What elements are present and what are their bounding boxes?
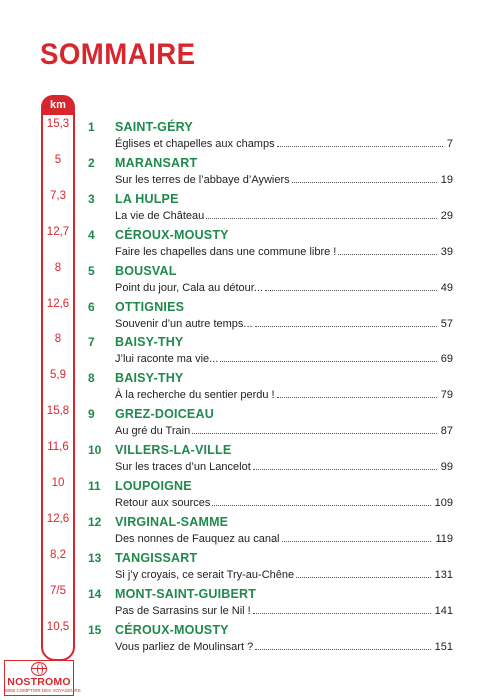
entry-subtitle-line [115, 569, 453, 581]
entry-number: 4 [88, 227, 95, 242]
entry-title: MARANSART [115, 155, 198, 170]
dot-leader [253, 612, 431, 614]
km-value: 8 [54, 261, 62, 274]
entry-subtitle: Si j’y croyais, ce serait Try-au-Chêne [115, 568, 295, 581]
page-number: 69 [440, 353, 453, 366]
km-value: 12,6 [46, 512, 70, 525]
entry-title: CÉROUX-MOUSTY [115, 622, 229, 637]
dot-leader [220, 360, 436, 362]
km-value: 7,3 [50, 189, 66, 202]
km-column [41, 95, 75, 661]
entry-number: 2 [88, 155, 95, 170]
toc-entry[interactable] [88, 156, 453, 190]
entry-subtitle-line [115, 318, 453, 330]
logo-tagline: WEB COMPTOIR DES VOYAGEURS [5, 688, 81, 693]
dot-leader [265, 289, 437, 291]
entry-subtitle-line [115, 641, 453, 653]
dot-leader [277, 145, 443, 147]
entry-title: LOUPOIGNE [115, 479, 192, 493]
entry-subtitle: La vie de Château [115, 209, 205, 222]
km-value: 8,2 [50, 548, 66, 561]
entry-subtitle: J’lui raconte ma vie... [115, 353, 219, 366]
entry-number: 5 [88, 263, 95, 278]
page-number: 141 [434, 604, 453, 617]
page-number: 87 [440, 425, 453, 438]
entry-title: CÉROUX-MOUSTY [115, 227, 229, 242]
entry-number: 1 [88, 120, 95, 134]
km-value: 15,3 [46, 118, 70, 130]
entry-number: 8 [88, 371, 95, 386]
entry-number: 10 [88, 443, 102, 458]
dot-leader [255, 325, 437, 327]
toc-entry[interactable] [88, 192, 453, 226]
entry-subtitle: Souvenir d’un autre temps... [115, 317, 253, 330]
toc-entry[interactable] [88, 551, 453, 585]
toc-entry[interactable] [88, 120, 453, 154]
toc-entry[interactable] [88, 335, 453, 369]
dot-leader [206, 217, 436, 219]
entry-subtitle-line [115, 282, 453, 294]
entry-title: BAISY-THY [115, 335, 184, 350]
entry-subtitle: Vous parliez de Moulinsart ? [115, 640, 254, 653]
globe-icon [31, 662, 47, 676]
toc-entry[interactable] [88, 371, 453, 405]
page-number: 151 [434, 640, 453, 653]
logo-brand: NOSTROMO [7, 676, 71, 688]
dot-leader [253, 468, 437, 470]
entry-subtitle: À la recherche du sentier perdu ! [115, 389, 275, 402]
entry-subtitle: Point du jour, Cala au détour... [115, 281, 263, 294]
page-number: 49 [440, 281, 453, 294]
page-number: 29 [440, 209, 453, 222]
dot-leader [255, 648, 430, 650]
entry-title: TANGISSART [115, 550, 198, 565]
entry-subtitle-line [115, 389, 453, 401]
entry-title: BOUSVAL [115, 263, 177, 278]
km-value: 10 [51, 477, 65, 489]
entry-number: 3 [88, 191, 95, 206]
toc-entry[interactable] [88, 587, 453, 621]
entry-subtitle: Faire les chapelles dans une commune libre ! [115, 245, 337, 258]
dot-leader [192, 432, 437, 434]
page-number: 57 [440, 317, 453, 330]
km-value: 8 [54, 333, 62, 346]
dot-leader [282, 540, 432, 542]
km-header: km [41, 95, 75, 115]
entry-title: VIRGINAL-SAMME [115, 514, 229, 529]
toc-entry[interactable] [88, 515, 453, 549]
entry-subtitle-line [115, 210, 453, 222]
km-value: 15,8 [46, 405, 70, 418]
entry-number: 9 [88, 407, 95, 422]
entry-number: 12 [88, 514, 102, 529]
entry-subtitle-line [115, 353, 453, 365]
entry-subtitle-line [115, 138, 453, 150]
entry-subtitle: Églises et chapelles aux champs [115, 138, 275, 150]
dot-leader [292, 181, 437, 183]
page-number: 109 [434, 497, 453, 509]
entry-number: 15 [88, 622, 102, 637]
entry-title: GREZ-DOICEAU [115, 407, 214, 422]
entry-subtitle-line [115, 605, 453, 617]
entry-title: OTTIGNIES [115, 299, 185, 314]
page-title: SOMMAIRE [40, 38, 196, 71]
page-number: 79 [440, 389, 453, 402]
toc-entry[interactable] [88, 300, 453, 334]
entry-title: LA HULPE [115, 191, 179, 206]
entry-title: SAINT-GÉRY [115, 120, 193, 134]
entry-subtitle: Des nonnes de Fauquez au canal [115, 532, 280, 545]
entry-subtitle-line [115, 174, 453, 186]
km-value: 7/5 [50, 584, 66, 597]
km-value: 5,9 [50, 369, 66, 382]
entry-title: BAISY-THY [115, 371, 184, 386]
entry-subtitle-line [115, 533, 453, 545]
page-number: 39 [440, 245, 453, 258]
entry-subtitle: Retour aux sources [115, 497, 211, 509]
km-value: 12,6 [46, 297, 70, 310]
entry-number: 11 [88, 479, 101, 493]
page-number: 99 [440, 461, 453, 474]
toc-entry[interactable] [88, 228, 453, 262]
dot-leader [212, 504, 430, 506]
entry-title: VILLERS-LA-VILLE [115, 443, 232, 458]
dot-leader [296, 576, 431, 578]
entry-subtitle: Au gré du Train [115, 425, 191, 438]
km-value: 5 [54, 153, 62, 166]
page-number: 7 [446, 138, 453, 150]
entry-subtitle: Pas de Sarrasins sur le Nil ! [115, 604, 251, 617]
page-number: 131 [434, 568, 453, 581]
km-value: 10,5 [46, 620, 70, 633]
page-number: 19 [440, 173, 453, 186]
entry-subtitle-line [115, 246, 453, 258]
entry-subtitle: Sur les traces d’un Lancelot [115, 461, 251, 474]
entry-subtitle-line [115, 425, 453, 437]
dot-leader [338, 253, 436, 255]
entry-number: 13 [88, 550, 102, 565]
entry-subtitle-line [115, 461, 453, 473]
entry-number: 6 [88, 299, 95, 314]
toc-entry[interactable] [88, 443, 453, 477]
toc-entry[interactable] [88, 264, 453, 298]
toc-entry[interactable] [88, 479, 453, 513]
entry-number: 14 [88, 586, 102, 601]
km-value: 12,7 [46, 225, 70, 238]
watermark-logo [4, 660, 81, 696]
toc-entry[interactable] [88, 407, 453, 441]
entry-subtitle-line [115, 497, 453, 509]
entry-subtitle: Sur les terres de l’abbaye d’Aywiers [115, 173, 290, 186]
dot-leader [277, 396, 437, 398]
page-number: 119 [435, 532, 453, 545]
km-value: 11,6 [47, 441, 69, 454]
toc-entry[interactable] [88, 623, 453, 657]
entry-number: 7 [88, 335, 95, 350]
entry-title: MONT-SAINT-GUIBERT [115, 586, 257, 601]
